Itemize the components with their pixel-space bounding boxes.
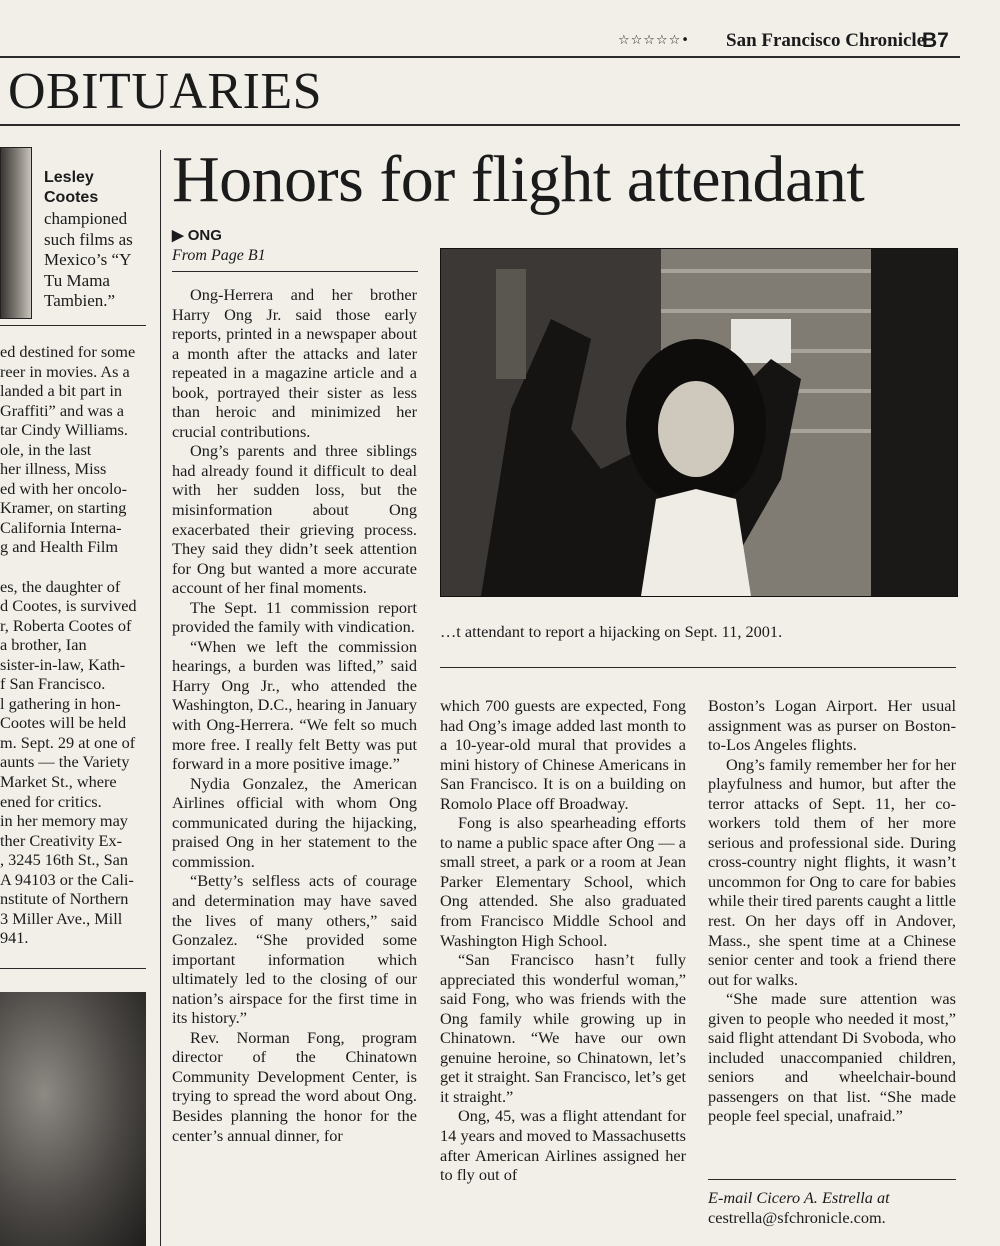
article-headline: Honors for flight attendant bbox=[172, 143, 865, 216]
byline-rule bbox=[708, 1179, 956, 1180]
section-rule bbox=[0, 124, 960, 126]
sidebar-body-line: Market St., where bbox=[0, 772, 117, 792]
jump-rule bbox=[172, 271, 418, 272]
sidebar-body-line: 941. bbox=[0, 928, 29, 948]
article-paragraph: Fong is also spearheading efforts to name a public space after Ong — a small street, a park or a room at Jean Parker Elementary School, which Ong attended. She also graduated from Francisco Middle School and Washington High School. bbox=[440, 813, 686, 950]
sidebar-body-line: aunts — the Variety bbox=[0, 752, 130, 772]
article-paragraph: “San Francisco hasn’t fully appreciated this wonderful woman,” said Fong, who was friends with the Ong family while growing up in Chinatown. “We have our own genuine heroine, so Chinatown, let’s get it straight. San Francisco, let’s get it straight.” bbox=[440, 950, 686, 1106]
masthead-rule bbox=[0, 56, 960, 58]
column-rule bbox=[160, 150, 161, 1246]
sidebar-body-line: sister-in-law, Kath- bbox=[0, 654, 126, 674]
sidebar-body-line: her illness, Miss bbox=[0, 459, 107, 479]
article-column-3 bbox=[708, 696, 956, 1126]
sidebar-bottom-photo bbox=[0, 992, 146, 1246]
sidebar-body-line: l gathering in hon- bbox=[0, 693, 121, 713]
photo-caption-name: Lesley Cootes bbox=[44, 169, 99, 206]
sidebar-body-line: d Cootes, is survived bbox=[0, 596, 137, 616]
sidebar-body-line: , 3245 16th St., San bbox=[0, 850, 129, 870]
sidebar-body-line: ed destined for some bbox=[0, 342, 136, 361]
article-paragraph: “When we left the commission hearings, a burden was lifted,” said Harry Ong Jr., who attended the Washington, D.C., hearing in January with Ong-Herrera. “We felt so much more free. I really felt Betty was put forward in a more positive image.” bbox=[172, 636, 417, 774]
sidebar-bottom-rule bbox=[0, 968, 146, 969]
sidebar-body-line: ole, in the last bbox=[0, 439, 92, 459]
article-paragraph: Ong’s family remember her for her playfulness and humor, but after the terror attacks of Sept. 11, her co-workers told them of her more serious and professional side. During cross-country night flights, it wasn’t uncommon for Ong to care for babies while their tired parents caught a little rest. On her days off in Andover, Mass., she spent time at a Chinese senior center and took a friend there out for walks. bbox=[708, 754, 956, 989]
jump-arrow-icon: ▶ bbox=[172, 227, 188, 244]
sidebar-body-line: A 94103 or the Cali- bbox=[0, 869, 134, 889]
article-column-1 bbox=[172, 285, 417, 1145]
sidebar-body-line: es, the daughter of bbox=[0, 576, 121, 596]
from-page: From Page B1 bbox=[172, 247, 266, 264]
article-paragraph: “She made sure attention was given to people who needed it most,” said flight attendant Di Svoboda, who included unaccompanied children, seniors and wheelchair-bound passengers on that list. “She made people feel special, unafraid.” bbox=[708, 989, 956, 1126]
flight-attendant-photo bbox=[440, 248, 958, 597]
photo-caption-text: championed such films as Mexico’s “Y Tu Mama Tambien.” bbox=[44, 209, 133, 310]
sidebar-body-line bbox=[0, 557, 146, 577]
byline-email-address[interactable]: cestrella@sfchronicle.com. bbox=[708, 1207, 886, 1227]
sidebar-body-line: ther Creativity Ex- bbox=[0, 830, 123, 850]
page-number: B7 bbox=[922, 29, 949, 52]
sidebar-body-line: landed a bit part in bbox=[0, 381, 123, 401]
photo-illustration bbox=[441, 249, 957, 596]
jump-label: ▶ ONG bbox=[172, 227, 222, 244]
byline-email-label: E-mail Cicero A. Estrella at bbox=[708, 1188, 890, 1207]
sidebar-body-line: ened for critics. bbox=[0, 791, 102, 811]
article-paragraph: Ong’s parents and three siblings had already found it difficult to deal with her sudden loss, but the misinformation about Ong exacerbated their grieving process. They said they didn’t seek attention for Ong but wanted a more accurate account of her final moments. bbox=[172, 441, 417, 598]
photo-caption-rule bbox=[440, 667, 956, 668]
sidebar-body-line: Kramer, on starting bbox=[0, 498, 127, 518]
sidebar-body-line: 3 Miller Ave., Mill bbox=[0, 908, 123, 928]
byline bbox=[708, 1188, 956, 1227]
sidebar-body-line: Graffiti” and was a bbox=[0, 400, 125, 420]
lesley-cootes-photo bbox=[0, 147, 32, 319]
article-paragraph: Ong, 45, was a flight attendant for 14 years and moved to Massachusetts after American Airlines assigned her to fly out of bbox=[440, 1106, 686, 1185]
article-column-2 bbox=[440, 696, 686, 1185]
article-paragraph: Boston’s Logan Airport. Her usual assignment was as purser on Boston-to-Los Angeles flights. bbox=[708, 696, 956, 755]
sidebar-body-line: in her memory may bbox=[0, 811, 128, 831]
article-paragraph: Nydia Gonzalez, the American Airlines official with whom Ong communicated during the hijacking, praised Ong in her statement to the commission. bbox=[172, 773, 417, 871]
sidebar-body-line: m. Sept. 29 at one of bbox=[0, 732, 136, 752]
sidebar-body-line: a brother, Ian bbox=[0, 635, 87, 655]
article-paragraph: Ong-Herrera and her brother Harry Ong Jr. said those early reports, printed in a newspaper about a month after the attacks and later repeated in a magazine article and a book, portrayed their sister as less than heroic and minimized her crucial contributions. bbox=[172, 285, 417, 441]
sidebar-body-line: r, Roberta Cootes of bbox=[0, 615, 132, 635]
sidebar-body-line: California Interna- bbox=[0, 517, 122, 537]
sidebar-body-line: ed with her oncolo- bbox=[0, 478, 128, 498]
photo-caption: …t attendant to report a hijacking on Sept. 11, 2001. bbox=[440, 622, 783, 641]
sidebar-body-line: tar Cindy Williams. bbox=[0, 420, 128, 440]
sidebar-body-line: g and Health Film bbox=[0, 537, 119, 557]
section-title: OBITUARIES bbox=[8, 63, 323, 120]
sidebar-body-line: nstitute of Northern bbox=[0, 889, 129, 909]
article-paragraph: Rev. Norman Fong, program director of the Chinatown Community Development Center, is trying to spread the word about Ong. Besides planning the honor for the center’s annual dinner, for bbox=[172, 1027, 417, 1145]
article-paragraph: The Sept. 11 commission report provided the family with vindication. bbox=[172, 597, 417, 637]
sidebar-obituary-body bbox=[0, 342, 146, 948]
article-paragraph: “Betty’s selfless acts of courage and determination may have saved the lives of many others,” said Gonzalez. “She provided some important information which ultimately led to the closing of our nation’s airspace for the first time in its history.” bbox=[172, 871, 417, 1028]
sidebar-body-line: reer in movies. As a bbox=[0, 361, 130, 381]
sidebar-body-line: f San Francisco. bbox=[0, 674, 106, 694]
article-paragraph: which 700 guests are expected, Fong had Ong’s image added last month to a 10-year-old mural that provides a mini history of Chinese Americans in San Francisco. It is on a building on Romolo Place off Broadway. bbox=[440, 696, 686, 813]
masthead-stars: ☆☆☆☆☆• bbox=[618, 33, 690, 48]
newspaper-name: San Francisco Chronicle bbox=[726, 30, 926, 51]
sidebar-body-line: Cootes will be held bbox=[0, 713, 127, 733]
sidebar-caption-rule bbox=[0, 325, 146, 326]
